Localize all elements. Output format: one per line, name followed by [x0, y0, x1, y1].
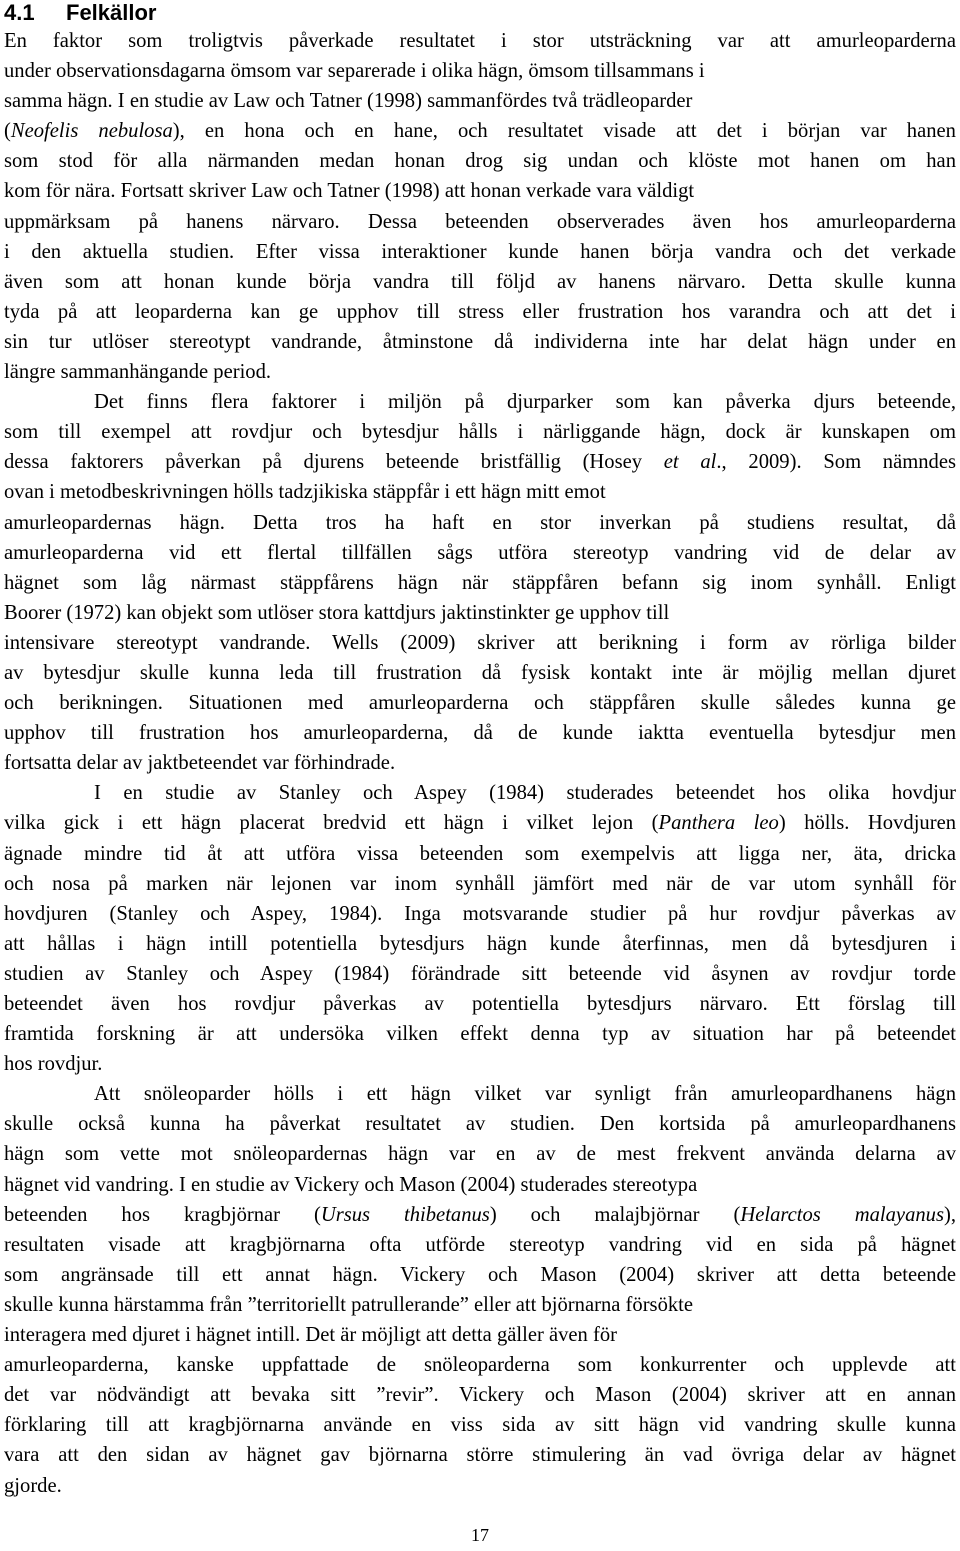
body-text — [4, 26, 956, 1501]
text-line: att hållas i hägn intill potentiella bytesdjurs hägn kunde återfinnas, men då bytesdjuren i — [4, 932, 956, 955]
text-line: uppmärksam på hanens närvaro. Dessa beteenden observerades även hos amurleoparderna — [4, 210, 956, 233]
text-line: beteendet även hos rovdjur påverkas av potentiella bytesdjurs närvaro. Ett förslag till — [4, 993, 956, 1015]
text-line: hägn som vette mot snöleopardernas hägn var en av de mest frekvent använda delarna av — [4, 1143, 956, 1166]
text-line: kom för nära. Fortsatt skriver Law och Tatner (1998) att honan verkade vara väldigt — [4, 180, 695, 203]
text-line: sin tur utlöser stereotypt vandrande, åtminstone då individerna inte har delat hägn under en — [4, 330, 956, 353]
section-title: Felkällor — [66, 0, 157, 25]
text-line: resultaten visade att kragbjörnarna ofta utförde stereotyp vandring vid en sida på hägnet — [4, 1233, 956, 1256]
text-line: som angränsade till ett annat hägn. Vickery och Mason (2004) skriver att detta beteende — [4, 1263, 956, 1286]
text-segment: ) hölls. Hovdjuren — [778, 812, 957, 835]
text-line: amurleoparderna vid ett flertal tillfällen sågs utföra stereotyp vandring vid de delar av — [4, 541, 956, 564]
text-segment: beteenden hos kragbjörnar ( — [4, 1203, 321, 1226]
text-line: hägnet som låg närmast stäppfårens hägn när stäppfåren befann sig inom synhåll. Enligt — [4, 571, 956, 594]
text-line: under observationsdagarna ömsom var separerade i olika hägn, ömsom tillsammans i — [4, 60, 705, 83]
text-line — [4, 447, 956, 477]
text-line: som till exempel att rovdjur och bytesdjur hålls i närliggande hägn, dock är kunskapen om — [4, 421, 956, 444]
text-line: i den aktuella studien. Efter vissa interaktioner kunde hanen börja vandra och det verkade — [4, 240, 956, 263]
page-number: 17 — [471, 1525, 489, 1545]
text-segment: ., 2009). Som nämndes — [716, 451, 957, 474]
section-heading — [4, 0, 956, 26]
text-line: och berikningen. Situationen med amurleoparderna och stäppfåren skulle således kunna ge — [4, 692, 956, 715]
italic-term: Neofelis nebulosa — [10, 120, 173, 143]
text-segment: ( — [4, 120, 11, 143]
text-line: Det finns flera faktorer i miljön på djurparker som kan påverka djurs beteende, — [94, 391, 956, 414]
text-line: även som att honan kunde börja vandra till följd av hanens närvaro. Detta skulle kunna — [4, 270, 956, 293]
text-line: längre sammanhängande period. — [4, 361, 272, 384]
italic-term: Ursus thibetanus — [320, 1203, 490, 1226]
text-line: Boorer (1972) kan objekt som utlöser stora kattdjurs jaktinstinkter ge upphov till — [4, 601, 670, 624]
text-line — [4, 808, 956, 838]
italic-term: Helarctos malayanus — [740, 1203, 944, 1226]
text-line — [4, 116, 956, 146]
text-line: Att snöleoparder hölls i ett hägn vilket var synligt från amurleopardhanens hägn — [94, 1083, 956, 1106]
text-line: förklaring till att kragbjörnarna använde en viss sida av sitt hägn vid vandring skulle kunna — [4, 1414, 956, 1437]
text-line: det var nödvändigt att bevaka sitt ”revir”. Vickery och Mason (2004) skriver att en annan — [4, 1384, 956, 1407]
text-line: samma hägn. I en studie av Law och Tatner (1998) sammanfördes två trädleoparder — [4, 90, 693, 113]
text-line: gjorde. — [4, 1474, 62, 1497]
text-line: amurleoparderna, kanske uppfattade de snöleoparderna som konkurrenter och upplevde att — [4, 1354, 956, 1377]
text-segment: vilka gick i ett hägn placerat bredvid ett hägn i vilket lejon ( — [4, 812, 659, 835]
text-line: intensivare stereotypt vandrande. Wells (2009) skriver att berikning i form av rörliga bilder — [4, 631, 956, 654]
text-line: vara att den sidan av hägnet gav björnarna större stimulering än vad övriga delar av hägnet — [4, 1444, 956, 1467]
text-line: amurleopardernas hägn. Detta tros ha haft en stor inverkan på studiens resultat, då — [4, 511, 956, 534]
text-line: fortsatta delar av jaktbeteendet var förhindrade. — [4, 752, 396, 775]
text-line: hos rovdjur. — [4, 1053, 103, 1076]
text-line: skulle kunna härstamma från ”territoriellt patrullerande” eller att björnarna försökte — [4, 1293, 694, 1316]
text-line: hägnet vid vandring. I en studie av Vickery och Mason (2004) studerades stereotypa — [4, 1173, 698, 1196]
text-line: interagera med djuret i hägnet intill. Det är möjligt att detta gäller även för — [4, 1324, 618, 1347]
text-line: som stod för alla närmanden medan honan drog sig undan och klöste mot hanen om han — [4, 150, 956, 173]
section-number: 4.1 — [4, 0, 35, 25]
document-page — [4, 0, 956, 1501]
text-line: upphov till frustration hos amurleoparderna, då de kunde iaktta eventuella bytesdjur men — [4, 722, 956, 745]
text-line: studien av Stanley och Aspey (1984) förändrade sitt beteende vid åsynen av rovdjur torde — [4, 962, 956, 985]
italic-term: et al — [663, 451, 717, 474]
text-line: och nosa på marken när lejonen var inom synhåll jämfört med när de var utom synhåll för — [4, 872, 956, 895]
text-line: ovan i metodbeskrivningen hölls tadzjikiska stäppfår i ett hägn mitt emot — [4, 481, 606, 504]
text-line: hovdjuren (Stanley och Aspey, 1984). Inga motsvarande studier på hur rovdjur påverkas av — [4, 902, 956, 925]
text-line: ägnade mindre tid åt att utföra vissa beteenden som exempelvis att ligga ner, äta, dricka — [4, 842, 956, 865]
text-line: tyda på att leoparderna kan ge upphov till stress eller frustration hos varandra och att det i — [4, 300, 956, 323]
text-line: En faktor som troligtvis påverkade resultatet i stor utsträckning var att amurleoparderna — [4, 30, 956, 52]
text-line: skulle också kunna ha påverkat resultatet av studien. Den kortsida på amurleopardhanens — [4, 1113, 956, 1136]
text-segment: dessa faktorers påverkan på djurens beteende bristfällig (Hosey — [4, 451, 664, 474]
text-segment: ), en hona och en hane, och resultatet visade att det i början var hanen — [172, 120, 956, 143]
text-line: I en studie av Stanley och Aspey (1984) studerades beteendet hos olika hovdjur — [94, 782, 956, 805]
text-line: av bytesdjur skulle kunna leda till frustration då fysisk kontakt inte är möjlig mellan djuret — [4, 661, 956, 684]
text-line: framtida forskning är att undersöka vilken effekt denna typ av situation har på beteendet — [4, 1023, 956, 1046]
italic-term: Panthera leo — [658, 812, 779, 835]
text-segment: ) och malajbjörnar ( — [489, 1203, 741, 1226]
text-segment: ), — [943, 1203, 956, 1226]
text-line — [4, 1200, 956, 1230]
